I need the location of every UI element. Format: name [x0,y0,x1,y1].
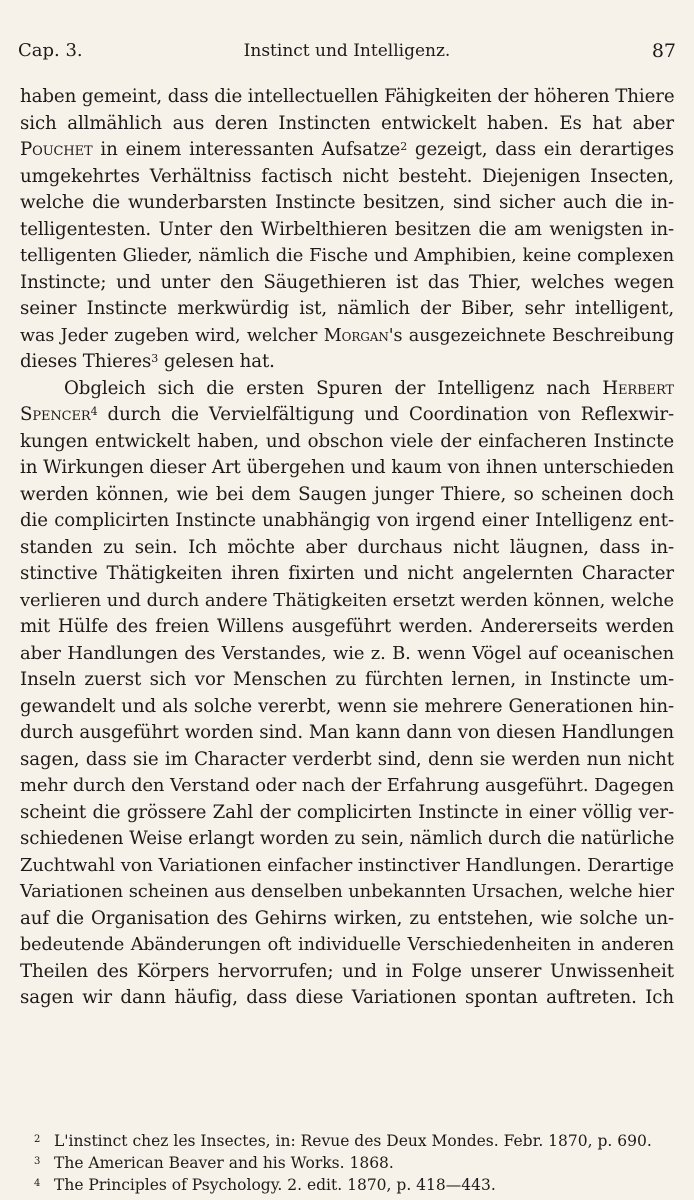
footnote-ref-4: 4 [90,405,98,418]
text-line [20,137,674,164]
text-line: auf die Organisation des Gehirns wirken, zu entstehen, wie solche un- [20,907,674,929]
text-fragment: gezeigt, dass ein derartiges [407,139,674,160]
text-line: sagen, dass sie im Character verderbt sind, denn sie werden nun nicht [20,748,674,770]
text-line: Zuchtwahl von Variationen einfacher instinctiver Handlungen. Derartige [20,854,674,876]
author-name-herbert: Herbert [602,377,674,399]
text-line: welche die wunderbarsten Instincte besitzen, sind sicher auch die in- [20,192,674,213]
footnote-text: The American Beaver and his Works. 1868. [54,1154,394,1172]
text-line: telligentesten. Unter den Wirbelthieren besitzen die am wenigsten in- [20,218,674,240]
text-line: verlieren und durch andere Thätigkeiten ersetzt werden können, welche [20,589,674,611]
text-fragment: Obgleich sich die ersten Spuren der Intelligenz nach [64,377,603,399]
text-line: werden können, wie bei dem Saugen junger Thiere, so scheinen doch [20,483,674,505]
text-line: standen zu sein. Ich möchte aber durchaus nicht läugnen, dass in- [20,536,674,558]
text-line: Inseln zuerst sich vor Menschen zu fürchten lernen, in Instincte um- [20,669,674,690]
footnote-mark: 4 [34,1178,41,1189]
footnote-ref-3: 3 [151,352,159,365]
text-fragment: was Jeder zugeben wird, welcher [20,325,324,346]
text-line [20,349,674,376]
main-text [20,84,674,1012]
text-fragment: in einem interessanten Aufsatze [92,139,401,160]
footnote [34,1174,674,1196]
text-line: haben gemeint, dass die intellectuellen Fähigkeiten der höheren Thiere [20,86,675,107]
text-fragment: durch die Vervielfältigung und Coordination von Reflexwir- [97,404,674,425]
footnote-text: L'instinct chez les Insectes, in: Revue des Deux Mondes. Febr. 1870, p. 690. [54,1132,652,1150]
author-name-spencer: Spencer [20,404,91,425]
text-line: telligenten Glieder, nämlich die Fische und Amphibien, keine complexen [20,245,674,266]
text-line: mit Hülfe des freien Willens ausgeführt werden. Andererseits werden [20,616,674,637]
text-line: bedeutende Abänderungen oft individuelle Verschiedenheiten in anderen [20,935,674,955]
text-line: aber Handlungen des Verstandes, wie z. B. wenn Vögel auf oceanischen [20,642,674,664]
footnotes [34,1130,674,1196]
footnote-mark: 2 [34,1134,41,1145]
text-fragment: dieses Thieres [20,351,152,372]
footnote-text: The Principles of Psychology. 2. edit. 1870, p. 418—443. [54,1176,496,1194]
footnote [34,1152,674,1174]
running-header [18,34,676,68]
text-line [20,323,674,350]
text-line: seiner Instincte merkwürdig ist, nämlich der Biber, sehr intelligent, [20,298,674,319]
text-line: sich allmählich aus deren Instincten entwickelt haben. Es hat aber [20,112,674,134]
paragraph-2 [20,376,674,1012]
footnote [34,1130,674,1152]
text-line: kungen entwickelt haben, und obschon viele der einfacheren Instincte [20,430,674,452]
chapter-label: Cap. 3. [18,40,83,61]
text-fragment: gelesen hat. [158,351,275,372]
text-line: in Wirkungen dieser Art übergehen und kaum von ihnen unterschieden [20,457,674,478]
text-line: Variationen scheinen aus denselben unbekannten Ursachen, welche hier [20,881,674,902]
text-fragment: 's ausgezeichnete Beschreibung [388,325,674,346]
text-line: schiedenen Weise erlangt worden zu sein, nämlich durch die natürliche [20,828,675,849]
text-line: mehr durch den Verstand oder nach der Erfahrung ausgeführt. Dagegen [20,775,674,796]
text-line: durch ausgeführt worden sind. Man kann dann von diesen Handlungen [20,722,674,743]
author-name-pouchet: Pouchet [20,139,93,160]
text-line: sagen wir dann häufig, dass diese Variationen spontan auftreten. Ich [20,987,674,1008]
footnote-ref-2: 2 [400,140,408,153]
page-number: 87 [651,40,676,62]
text-line: Instincte; und unter den Säugethieren ist das Thier, welches wegen [20,271,674,293]
author-name-morgan: Morgan [323,325,389,346]
text-line: umgekehrtes Verhältniss factisch nicht besteht. Diejenigen Insecten, [20,165,674,187]
text-line: Theilen des Körpers hervorrufen; und in Folge unserer Unwissenheit [20,960,674,982]
running-title: Instinct und Intelligenz. [243,41,451,61]
text-line: stinctive Thätigkeiten ihren fixirten und nicht angelernten Character [20,563,674,584]
text-line: die complicirten Instincte unabhängig von irgend einer Intelligenz ent- [20,510,674,531]
footnote-mark: 3 [34,1156,41,1167]
paragraph-1 [20,84,674,376]
text-line: scheint die grössere Zahl der complicirten Instincte in einer völlig ver- [20,801,674,823]
text-line [20,376,674,403]
text-line [20,402,674,429]
text-line: gewandelt und als solche vererbt, wenn sie mehrere Generationen hin- [20,695,674,717]
